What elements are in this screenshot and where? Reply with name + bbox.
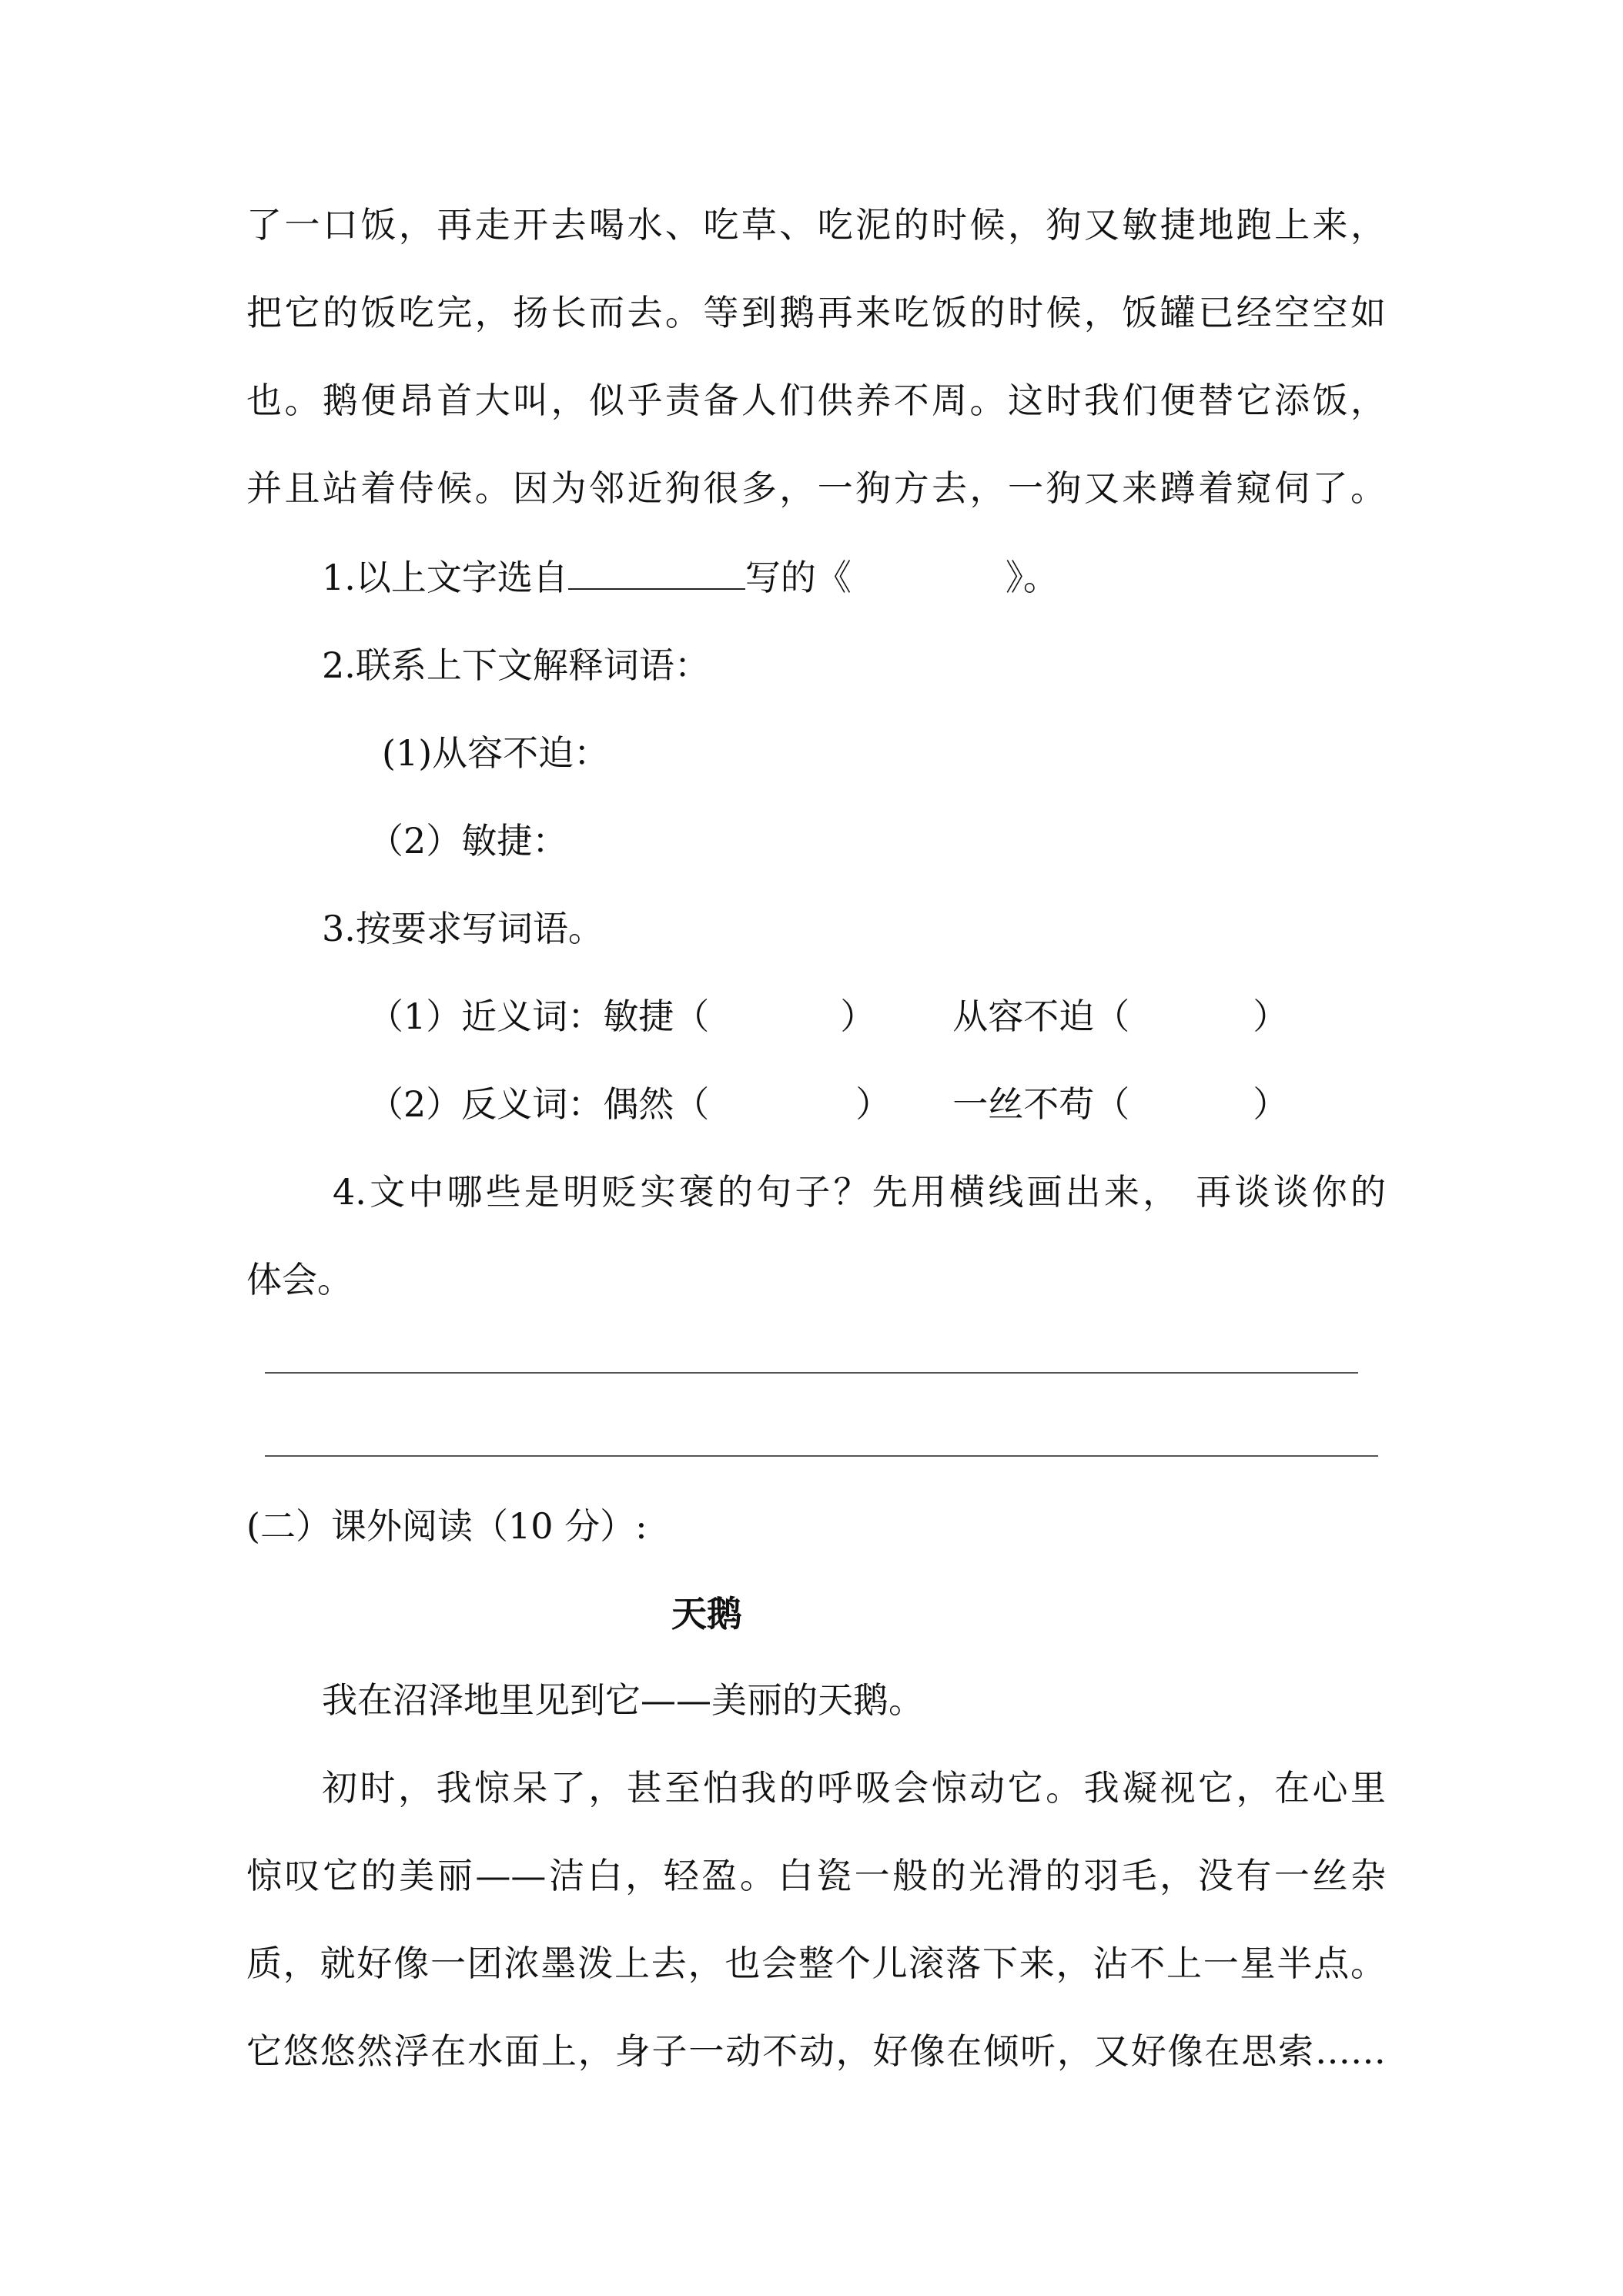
- passage1-line-4: 并且站着侍候。因为邻近狗很多，一狗方去，一狗又来蹲着窥伺了。: [246, 467, 1386, 509]
- article-line-5: 它悠悠然浮在水面上，身子一动不动，好像在倾听，又好像在思索……: [246, 2030, 1386, 2072]
- article-line-4: 质，就好像一团浓墨泼上去，也会整个儿滚落下来，沾不上一星半点。: [246, 1943, 1386, 1984]
- passage1-line-3: 也。鹅便昂首大叫，似乎责备人们供养不周。这时我们便替它添饭，: [246, 380, 1386, 421]
- question-3-row-2: [368, 1081, 1288, 1127]
- passage1-line-2: 把它的饭吃完，扬长而去。等到鹅再来吃饭的时候，饭罐已经空空如: [246, 292, 1386, 333]
- question-1: [322, 554, 1059, 601]
- antonym-close-2: ）: [1253, 1083, 1289, 1125]
- question-2-item-1: (1)从容不迫：: [382, 732, 610, 774]
- antonym-close-1: ）: [855, 1083, 892, 1125]
- question-4-line-2: 体会。: [246, 1259, 353, 1300]
- question-2: 2.联系上下文解释词语：: [322, 644, 710, 686]
- author-blank[interactable]: [568, 557, 745, 590]
- question-1-middle: 写的《: [745, 557, 852, 598]
- synonym-close-2: ）: [1253, 996, 1289, 1037]
- question-1-prefix: 1.以上文字选自: [322, 557, 568, 598]
- question-4-line-1: 4.文中哪些是明贬实褒的句子？先用横线画出来， 再谈谈你的: [333, 1171, 1386, 1213]
- answer-line-2[interactable]: [265, 1455, 1378, 1457]
- article-line-1: 我在沼泽地里见到它——美丽的天鹅。: [322, 1679, 924, 1721]
- article-title: 天鹅: [671, 1593, 742, 1635]
- answer-line-1[interactable]: [265, 1372, 1358, 1374]
- article-line-3: 惊叹它的美丽——洁白，轻盈。白瓷一般的光滑的羽毛，没有一丝杂: [246, 1855, 1386, 1896]
- antonym-label: （2）反义词：偶然（: [368, 1083, 710, 1125]
- article-line-2: 初时，我惊呆了，甚至怕我的呼吸会惊动它。我凝视它，在心里: [322, 1767, 1386, 1809]
- antonym-word-2: 一丝不苟（: [952, 1083, 1130, 1125]
- passage1-line-1: 了一口饭，再走开去喝水、吃草、吃泥的时候，狗又敏捷地跑上来，: [246, 204, 1386, 246]
- question-3: 3.按要求写词语。: [322, 908, 604, 949]
- synonym-label: （1）近义词：敏捷（: [368, 996, 710, 1037]
- question-1-suffix: 》。: [1005, 557, 1059, 598]
- question-2-item-2: （2）敏捷：: [368, 820, 568, 862]
- synonym-word-2: 从容不迫（: [952, 996, 1130, 1037]
- section-2-heading: (二）课外阅读（10 分）:: [246, 1505, 648, 1547]
- synonym-close-1: ）: [840, 996, 876, 1037]
- question-3-row-1: [368, 993, 1288, 1039]
